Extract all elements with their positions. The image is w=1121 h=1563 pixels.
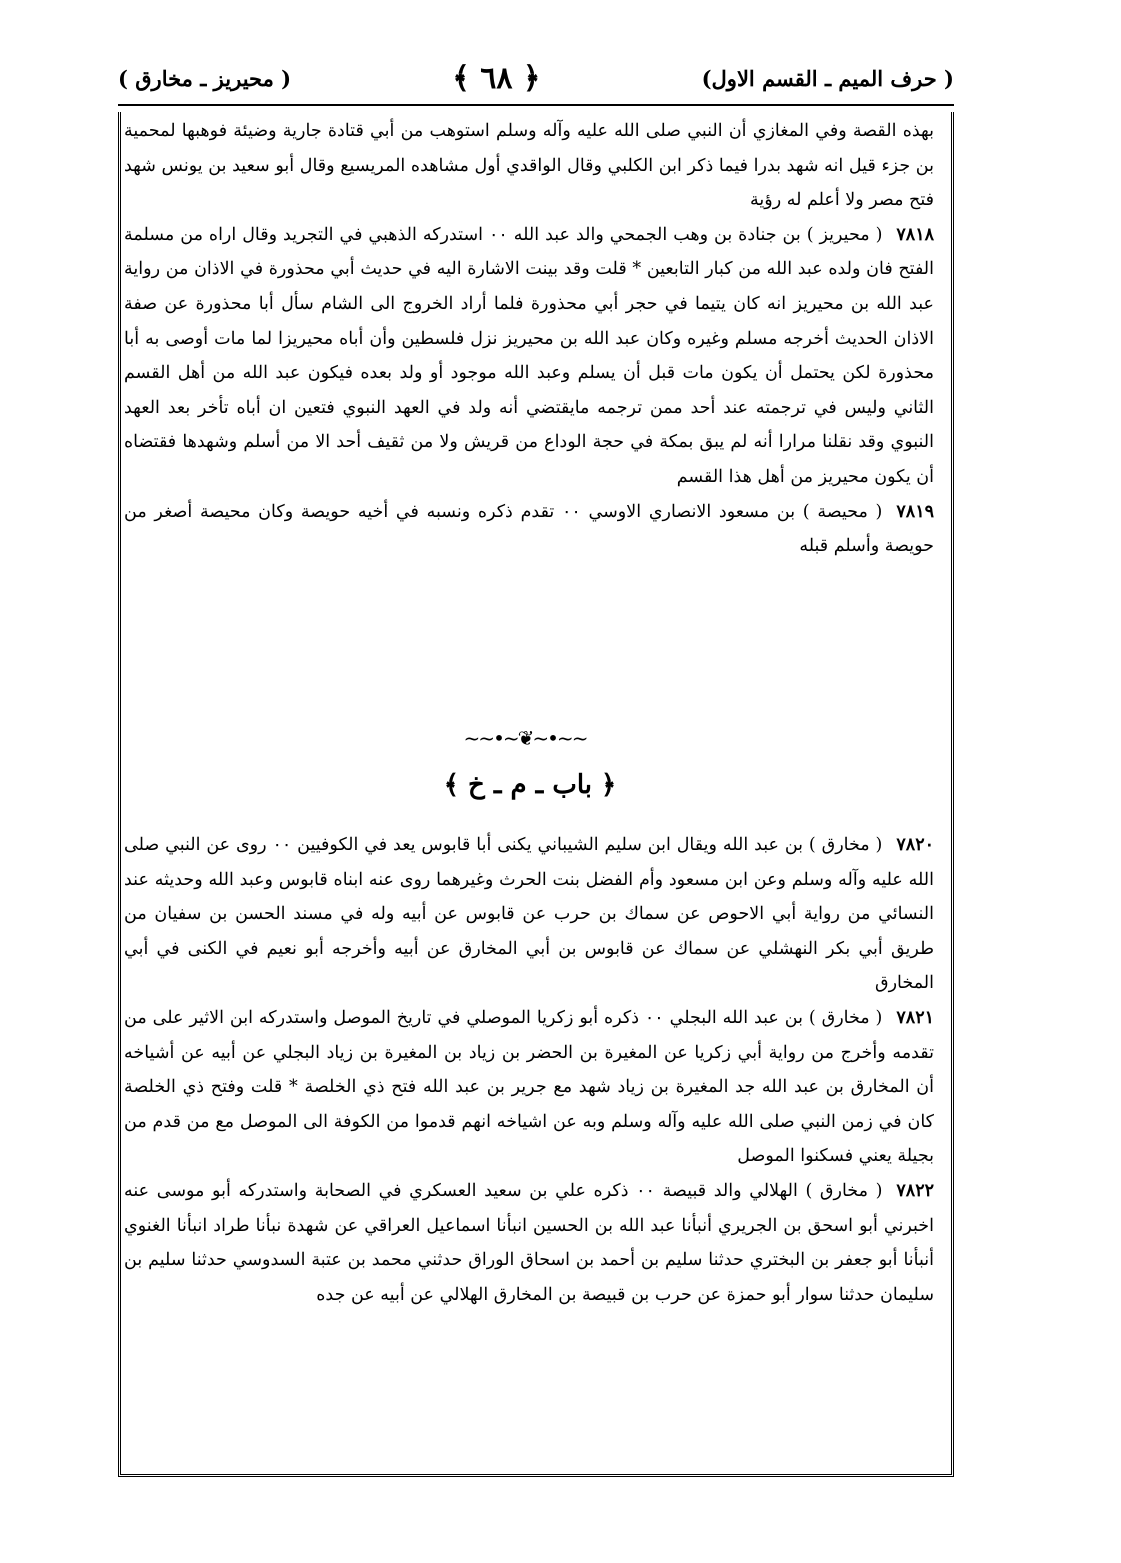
section-heading: ﴿ باب ـ م ـ خ ﴾ bbox=[443, 770, 617, 800]
entry-7819 bbox=[124, 495, 934, 564]
header-running-title: ( محيريز ـ مخارق ) bbox=[118, 65, 292, 91]
entry-number: ٧٨٢٢ bbox=[896, 1180, 935, 1201]
header-section-title: ( حرف الميم ـ القسم الاول) bbox=[701, 65, 954, 91]
page-number: ﴿ ٦٨ ﴾ bbox=[452, 60, 541, 96]
entry-7818 bbox=[124, 218, 934, 495]
body-text-top bbox=[124, 114, 934, 564]
entry-7820 bbox=[124, 828, 934, 1001]
entry-text: ( مخارق ) الهلالي والد قبيصة ٠٠ ذكره علي بن سعيد العسكري في الصحابة واستدركه أبو موسى عنه اخبرني أبو اسحق بن الجريري أنبأنا عبد الله بن الحسين انبأنا اسماعيل العراقي عن شهدة نبأنا طراد انبأنا الغنوي أنبأنا أبو جعفر بن البختري حدثنا سليم بن أحمد بن اسحاق الوراق حدثني محمد بن عتبة السدوسي حدثنا سليم بن سليمان حدثنا سوار أبو حمزة عن حرب بن قبيصة بن المخارق الهلالي عن أبيه عن جده bbox=[124, 1180, 934, 1305]
entry-text: ( محيريز ) بن جنادة بن وهب الجمحي والد عبد الله ٠٠ استدركه الذهبي في التجريد وقال اراه من مسلمة الفتح فان ولده عبد الله من كبار التابعين * قلت وقد بينت الاشارة اليه في حديث أبي محذورة في الاذان من رواية عبد الله بن محيريز انه كان يتيما في حجر أبي محذورة فلما أراد الخروج الى الشام سأل أبا محذورة عن صفة الاذان الحديث أخرجه مسلم وغيره وكان عبد الله بن محيريز نزل فلسطين وأن أباه محيريزا لما مات أوصى به أبا محذورة لكن يحتمل أن يكون مات قبل أن يسلم وعبد الله موجود أو ولد بعده فيكون عبد الله من أهل القسم الثاني وليس في ترجمته عند أحد ممن ترجمه مايقتضي أنه ولد في العهد النبوي فتعين ان أباه تأخر بعد العهد النبوي وقد نقلنا مرارا أنه لم يبق بمكة في حجة الوداع من قريش ولا من ثقيف أحد الا من أسلم وشهدها فقتضاه أن يكون محيريز من أهل هذا القسم bbox=[124, 224, 934, 487]
header-rule bbox=[118, 104, 954, 106]
intro-paragraph: بهذه القصة وفي المغازي أن النبي صلى الله عليه وآله وسلم استوهب من أبي قتادة جارية وضيئة فوهبها لمحمية بن جزء قيل انه شهد بدرا فيما ذكر ابن الكلبي وقال الواقدي أول مشاهده المريسيع وقال أبو سعيد بن يونس شهد فتح مصر ولا أعلم له رؤية bbox=[124, 121, 934, 211]
page-header bbox=[118, 58, 954, 98]
entry-text: ( محيصة ) بن مسعود الانصاري الاوسي ٠٠ تقدم ذكره ونسبه في أخيه حويصة وكان محيصة أصغر من حويصة وأسلم قبله bbox=[124, 501, 934, 557]
entry-number: ٧٨٢١ bbox=[896, 1007, 934, 1028]
entry-text: ( مخارق ) بن عبد الله البجلي ٠٠ ذكره أبو زكريا الموصلي في تاريخ الموصل واستدركه ابن الاثير على من تقدمه وأخرج من رواية أبي زكريا عن المغيرة بن الحضر بن زياد بن المغيرة بن زياد البجلي عن أبيه عن أشياخه أن المخارق بن عبد الله جد المغيرة بن زياد شهد مع جرير بن عبد الله فتح ذي الخلصة * قلت وفتح ذي الخلصة كان في زمن النبي صلى الله عليه وآله وسلم وبه عن اشياخه انهم قدموا من الكوفة الى الموصل مع من قدم من بجيلة يعني فسكنوا الموصل bbox=[124, 1007, 934, 1167]
entry-number: ٧٨١٨ bbox=[896, 224, 935, 245]
body-text-bottom bbox=[124, 828, 934, 1312]
section-ornament: ~~•~❦~•~~ bbox=[463, 726, 587, 750]
entry-text: ( مخارق ) بن عبد الله ويقال ابن سليم الشيباني يكنى أبا قابوس يعد في الكوفيين ٠٠ روى عن النبي صلى الله عليه وآله وسلم وعن ابن مسعود وأم الفضل بنت الحرث وغيرهما روى عنه ابناه قابوس وعبد الله وحديثه عند النسائي من رواية أبي الاحوص عن سماك بن حرب عن قابوس عن أبيه وله في مسند الحسن بن سفيان من طريق أبي بكر النهشلي عن سماك عن قابوس بن أبي المخارق عن أبيه وأخرجه أبو نعيم في الكنى في أبي المخارق bbox=[124, 835, 934, 994]
entry-7821 bbox=[124, 1001, 934, 1174]
entry-number: ٧٨١٩ bbox=[896, 501, 934, 522]
entry-number: ٧٨٢٠ bbox=[896, 835, 934, 855]
entry-7822 bbox=[124, 1174, 934, 1312]
